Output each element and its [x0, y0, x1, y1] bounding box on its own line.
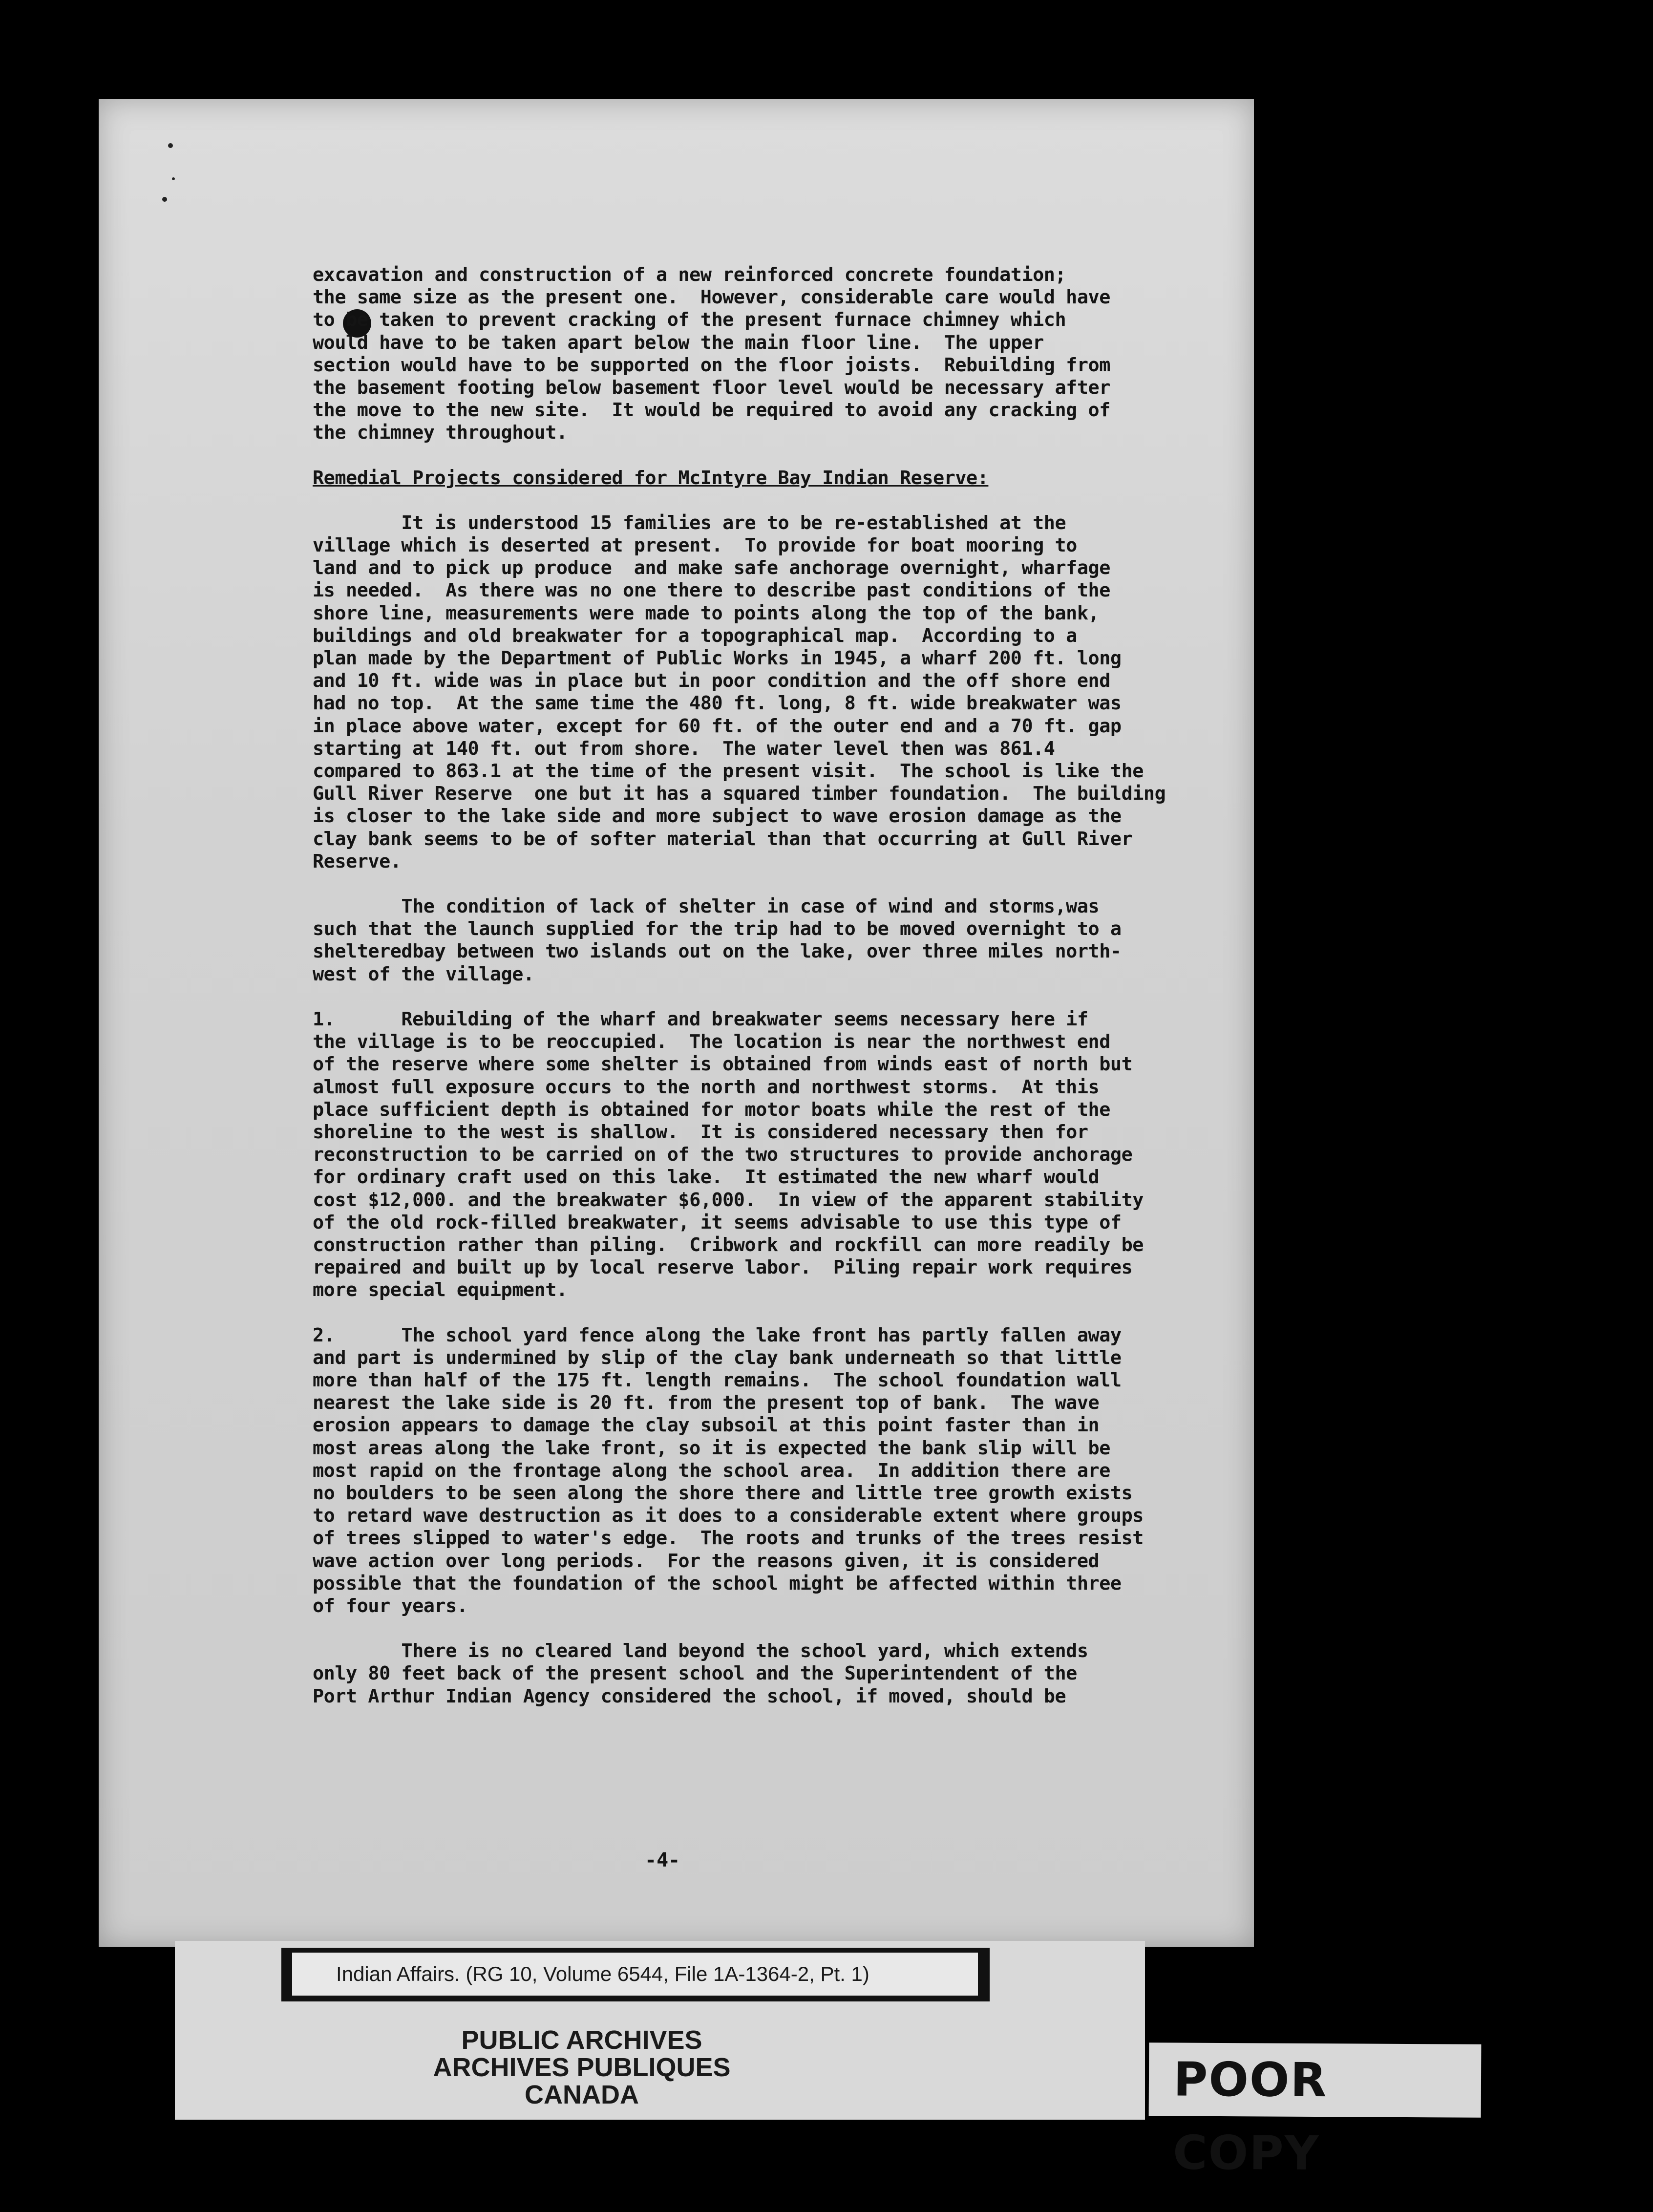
document-body [313, 264, 1241, 1708]
speck [162, 197, 167, 202]
section-heading: Remedial Projects considered for McIntyre Bay Indian Reserve: [313, 467, 989, 489]
paragraph-2: It is understood 15 families are to be re-established at the village which is deserted at present. To provide for boat mooring to land and to pick up produce and make safe anchorage overnight, wharfage is needed. As there was no one there to describe past conditions of the shore line, measurements were made to points along the top of the bank, buildings and old breakwater for a topographical map. According to a plan made by the Department of Public Works in 1945, a wharf 200 ft. long and 10 ft. wide was in place but in poor condition and the off shore end had no top. At the same time the 480 ft. long, 8 ft. wide breakwater was in place above water, except for 60 ft. of the outer end and a 70 ft. gap starting at 140 ft. out from shore. The water level then was 861.4 compared to 863.1 at the time of the present visit. The school is like the Gull River Reserve one but it has a squared timber foundation. The building is closer to the lake side and more subject to wave erosion damage as the clay bank seems to be of softer material than that occurring at Gull River Reserve. [313, 511, 1166, 872]
archive-label-card [175, 1941, 1145, 2120]
archive-line-3: CANADA [525, 2080, 639, 2109]
paragraph-3: The condition of lack of shelter in case of wind and storms,was such that the launch supplied for the trip had to be moved overnight to a shelteredbay between two islands out on the lake, over three miles north- west of the village. [313, 895, 1122, 985]
speck [172, 177, 175, 180]
paragraph-4: 1. Rebuilding of the wharf and breakwater seems necessary here if the village is to be reoccupied. The location is near the northwest end of the reserve where some shelter is obtained from winds east of north but almost full exposure occurs to the north and northwest storms. At this place sufficient depth is obtained for motor boats while the rest of the shoreline to the west is shallow. It is considered necessary then for reconstruction to be carried on of the two structures to provide anchorage for ordinary craft used on this lake. It estimated the new wharf would cost $12,000. and the breakwater $6,000. In view of the apparent stability of the old rock-filled breakwater, it seems advisable to use this type of construction rather than piling. Cribwork and rockfill can more readily be repaired and built up by local reserve labor. Piling repair work requires more special equipment. [313, 1008, 1144, 1301]
poor-copy-stamp: POOR COPY [1149, 2042, 1482, 2118]
paragraph-5: 2. The school yard fence along the lake front has partly fallen away and part is undermined by slip of the clay bank underneath so that little more than half of the 175 ft. length remains. The school foundation wall nearest the lake side is 20 ft. from the present top of bank. The wave erosion appears to damage the clay subsoil at this point faster than in most areas along the lake front, so it is expected the bank slip will be most rapid on the frontage along the school area. In addition there are no boulders to be seen along the shore there and little tree growth exists to retard wave destruction as it does to a considerable extent where groups of trees slipped to water's edge. The roots and trunks of the trees resist wave action over long periods. For the reasons given, it is considered possible that the foundation of the school might be affected within three of four years. [313, 1324, 1144, 1617]
page-number: -4- [645, 1849, 680, 1872]
archive-name [97, 2026, 1067, 2108]
archive-reference: Indian Affairs. (RG 10, Volume 6544, File 1A-1364-2, Pt. 1) [292, 1953, 978, 1996]
speck [168, 143, 173, 148]
paragraph-1: excavation and construction of a new reinforced concrete foundation; the same size as the present one. However, considerable care would have to be taken to prevent cracking of the present furnace chimney which would have to be taken apart below the main floor line. The upper section would have to be supported on the floor joists. Rebuilding from the basement footing below basement floor level would be necessary after the move to the new site. It would be required to avoid any cracking of the chimney throughout. [313, 264, 1110, 444]
archive-line-1: PUBLIC ARCHIVES [461, 2025, 702, 2055]
paragraph-6: There is no cleared land beyond the school yard, which extends only 80 feet back of the present school and the Superintendent of the Port Arthur Indian Agency considered the school, if moved, should be [313, 1640, 1088, 1707]
reference-strip [281, 1948, 990, 2001]
archive-line-2: ARCHIVES PUBLIQUES [433, 2053, 731, 2082]
